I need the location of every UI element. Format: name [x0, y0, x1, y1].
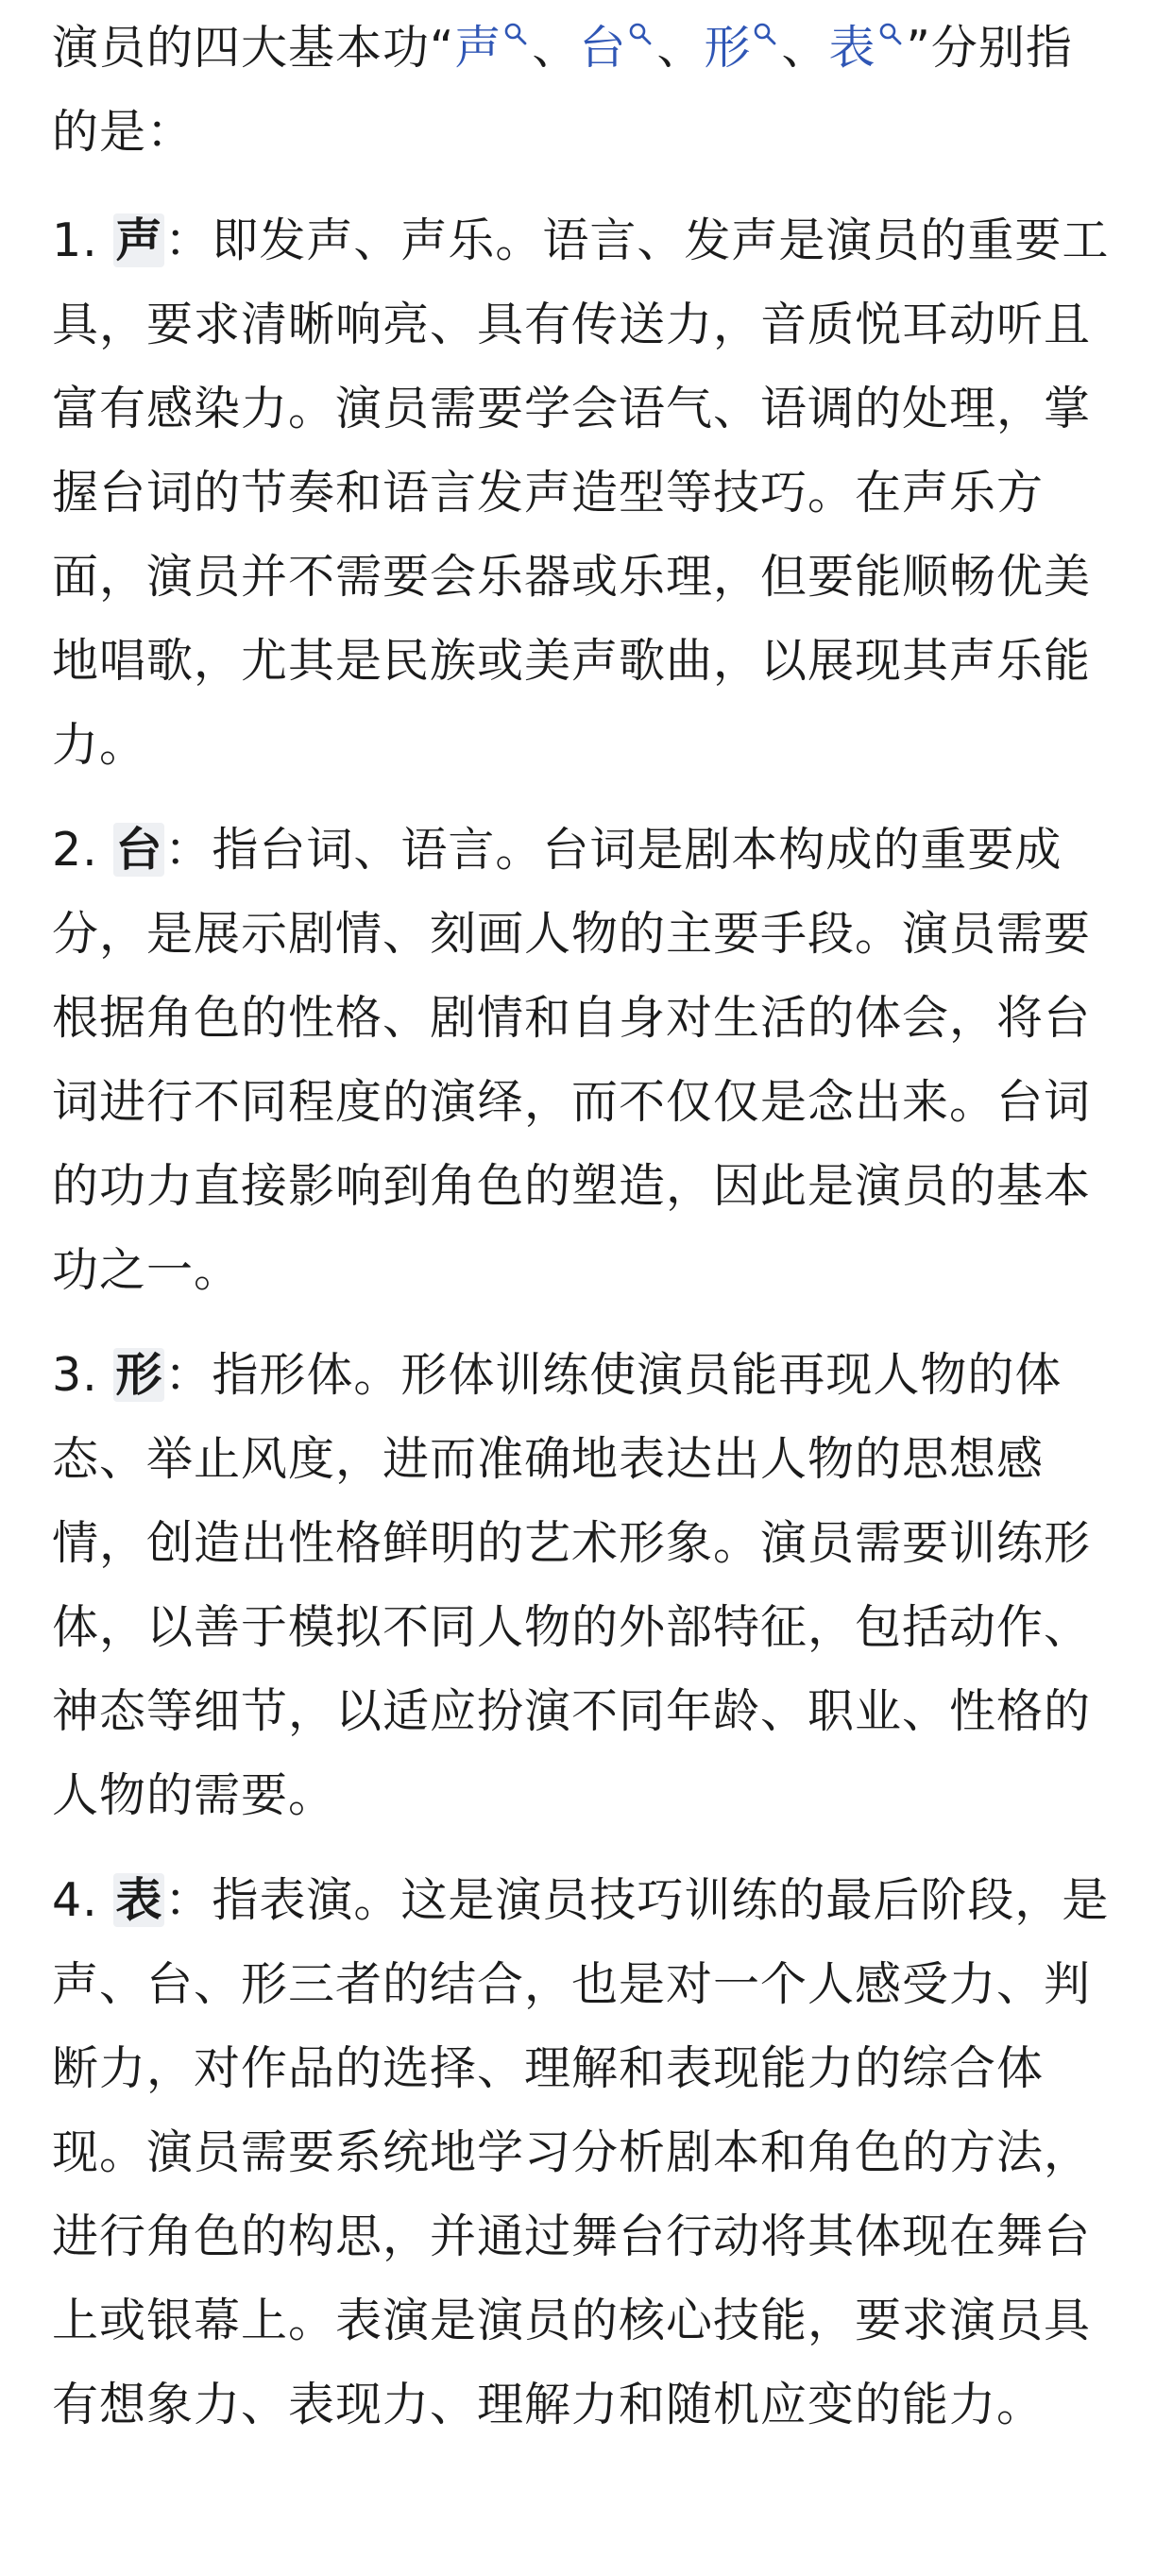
- term-link-xing[interactable]: [704, 21, 781, 75]
- term-link-biao[interactable]: [828, 21, 906, 75]
- item-number: 3.: [52, 1348, 98, 1402]
- search-icon: [628, 22, 653, 46]
- separator: 、: [781, 21, 829, 75]
- item-term-highlight: 表: [115, 1873, 163, 1927]
- intro-suffix: ”分别指的是：: [52, 21, 1073, 159]
- item-number: 1.: [52, 213, 98, 267]
- term-link-label: 台: [579, 21, 627, 75]
- list-item-tai: [52, 808, 1114, 1312]
- term-link-label: 声: [454, 21, 502, 75]
- term-link-label: 形: [704, 21, 752, 75]
- list-item-xing: [52, 1333, 1114, 1837]
- item-term-highlight: 形: [115, 1348, 163, 1402]
- item-term-highlight: 台: [115, 823, 163, 877]
- item-text: ：即发声、声乐。语言、发声是演员的重要工具，要求清晰响亮、具有传送力，音质悦耳动听且富有感染力。演员需要学会语气、语调的处理，掌握台词的节奏和语言发声造型等技巧。在声乐方面，演员并不需要会乐器或乐理，但要能顺畅优美地唱歌，尤其是民族或美声歌曲，以展现其声乐能力。: [52, 213, 1110, 772]
- term-link-sheng[interactable]: [454, 21, 532, 75]
- search-icon: [878, 22, 903, 46]
- item-number: 2.: [52, 823, 98, 877]
- item-text: ：指表演。这是演员技巧训练的最后阶段，是声、台、形三者的结合，也是对一个人感受力、判断力，对作品的选择、理解和表现能力的综合体现。演员需要系统地学习分析剧本和角色的方法，进行角色的构思，并通过舞台行动将其体现在舞台上或银幕上。表演是演员的核心技能，要求演员具有想象力、表现力、理解力和随机应变的能力。: [52, 1873, 1110, 2431]
- intro-paragraph: [52, 6, 1114, 174]
- list-item-sheng: [52, 198, 1114, 787]
- term-link-label: 表: [828, 21, 876, 75]
- item-text: ：指形体。形体训练使演员能再现人物的体态、举止风度，进而准确地表达出人物的思想感情，创造出性格鲜明的艺术形象。演员需要训练形体，以善于模拟不同人物的外部特征，包括动作、神态等细节，以适应扮演不同年龄、职业、性格的人物的需要。: [52, 1348, 1092, 1822]
- item-number: 4.: [52, 1873, 98, 1927]
- intro-prefix: 演员的四大基本功“: [52, 21, 455, 75]
- item-term-highlight: 声: [115, 213, 163, 267]
- separator: 、: [656, 21, 705, 75]
- list-item-biao: [52, 1858, 1114, 2447]
- term-link-tai[interactable]: [579, 21, 656, 75]
- search-icon: [753, 22, 777, 46]
- search-icon: [503, 22, 528, 46]
- item-text: ：指台词、语言。台词是剧本构成的重要成分，是展示剧情、刻画人物的主要手段。演员需要根据角色的性格、剧情和自身对生活的体会，将台词进行不同程度的演绎，而不仅仅是念出来。台词的功力直接影响到角色的塑造，因此是演员的基本功之一。: [52, 823, 1092, 1297]
- separator: 、: [532, 21, 580, 75]
